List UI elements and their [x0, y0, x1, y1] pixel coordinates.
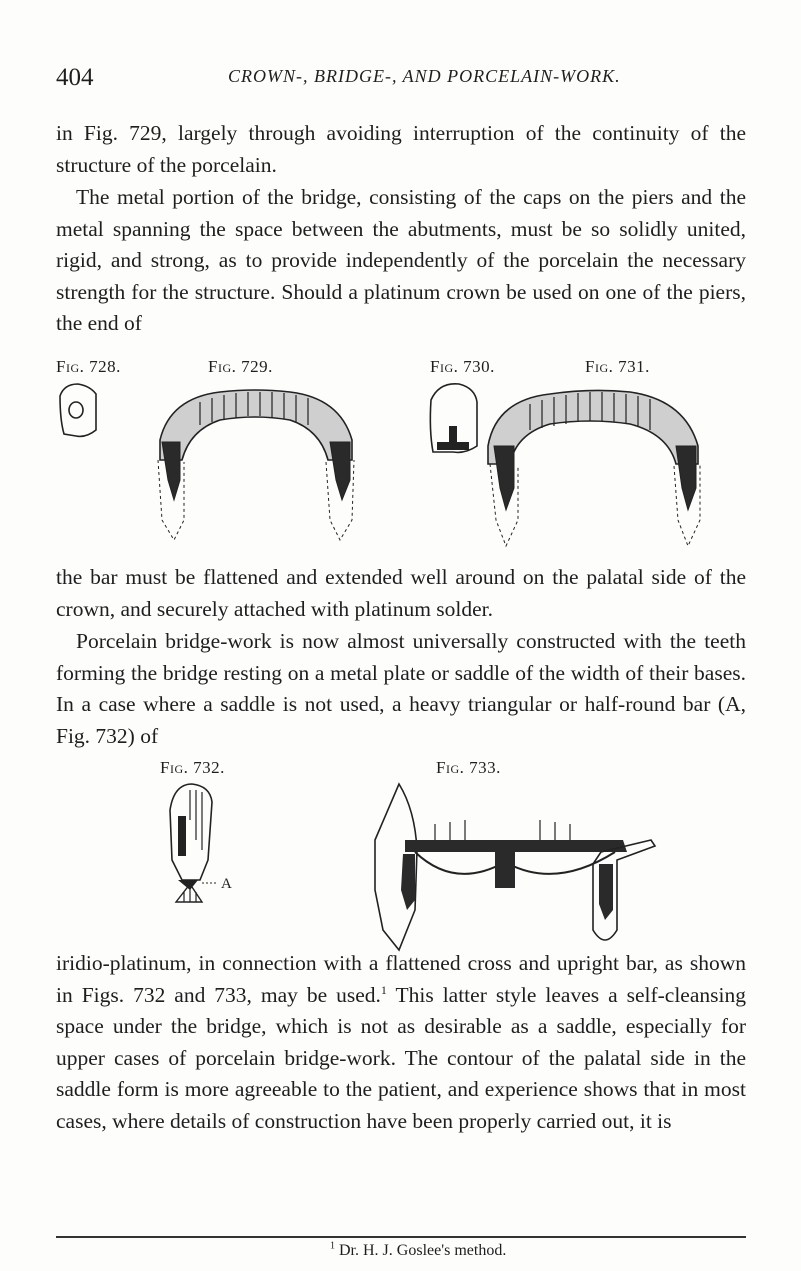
paragraph-5-text: iridio-platinum, in connection with a flattened cross and upright bar, as shown in Figs. 732 and 733, may be used. [56, 951, 746, 1007]
paragraph-4-text: Porcelain bridge-work is now almost universally constructed with the teeth forming the bridge resting on a metal plate or saddle of the width of their bases. In a case where a saddle is not used, a heavy triangular or half-round bar (A, Fig. 732) of [56, 629, 746, 748]
fig-732-label: Fig. 732. [160, 758, 225, 777]
page-header [56, 64, 756, 94]
fig-729-label: Fig. 729. [208, 357, 273, 376]
fig-728-label: Fig. 728. [56, 357, 121, 376]
page-number: 404 [56, 64, 94, 91]
paragraph-2 [56, 182, 746, 340]
footnote-reference: 1 [380, 982, 387, 997]
fig-728-crown-cap-drawing [56, 380, 106, 440]
fig-731-bridge-drawing [480, 380, 705, 550]
paragraph-5-rest: This latter style leaves a self-cleansing space under the bridge, which is not as desirable as a saddle, especially for upper cases of porcelain bridge-work. The contour of the palatal side in the saddle form is more agreeable to the patient, and experience shows that in most cases, where details of construction have been properly carried out, it is [56, 982, 746, 1133]
paragraph-2-text: The metal portion of the bridge, consisting of the caps on the piers and the metal spanning the space between the abutments, must be so solidly united, rigid, and strong, as to provide independently of the porcelain the necessary strength for the structure. Should a platinum crown be used on one of the piers, the end of [56, 185, 746, 336]
paragraph-5 [56, 948, 746, 1138]
paragraph-3: the bar must be flattened and extended well around on the palatal side of the crown, and securely attached with platinum solder. [56, 565, 746, 621]
fig-732-bar-section-drawing [160, 780, 280, 905]
fig-731-label: Fig. 731. [585, 357, 650, 376]
fig-733-label: Fig. 733. [436, 758, 501, 777]
footnote-marker: 1 [330, 1240, 335, 1252]
footnote [330, 1242, 506, 1260]
paragraph-1: in Fig. 729, largely through avoiding interruption of the continuity of the structure of the porcelain. [56, 121, 746, 177]
fig-732-callout-a: A [221, 876, 232, 892]
footnote-text: Dr. H. J. Goslee's method. [339, 1242, 507, 1259]
fig-733-bridge-drawing [355, 780, 665, 955]
paragraph-4 [56, 626, 746, 752]
running-title: CROWN-, BRIDGE-, AND PORCELAIN-WORK. [228, 66, 621, 86]
footnote-divider [56, 1236, 746, 1238]
fig-730-crown-section-drawing [425, 380, 485, 460]
fig-729-bridge-drawing [140, 380, 370, 545]
fig-730-label: Fig. 730. [430, 357, 495, 376]
